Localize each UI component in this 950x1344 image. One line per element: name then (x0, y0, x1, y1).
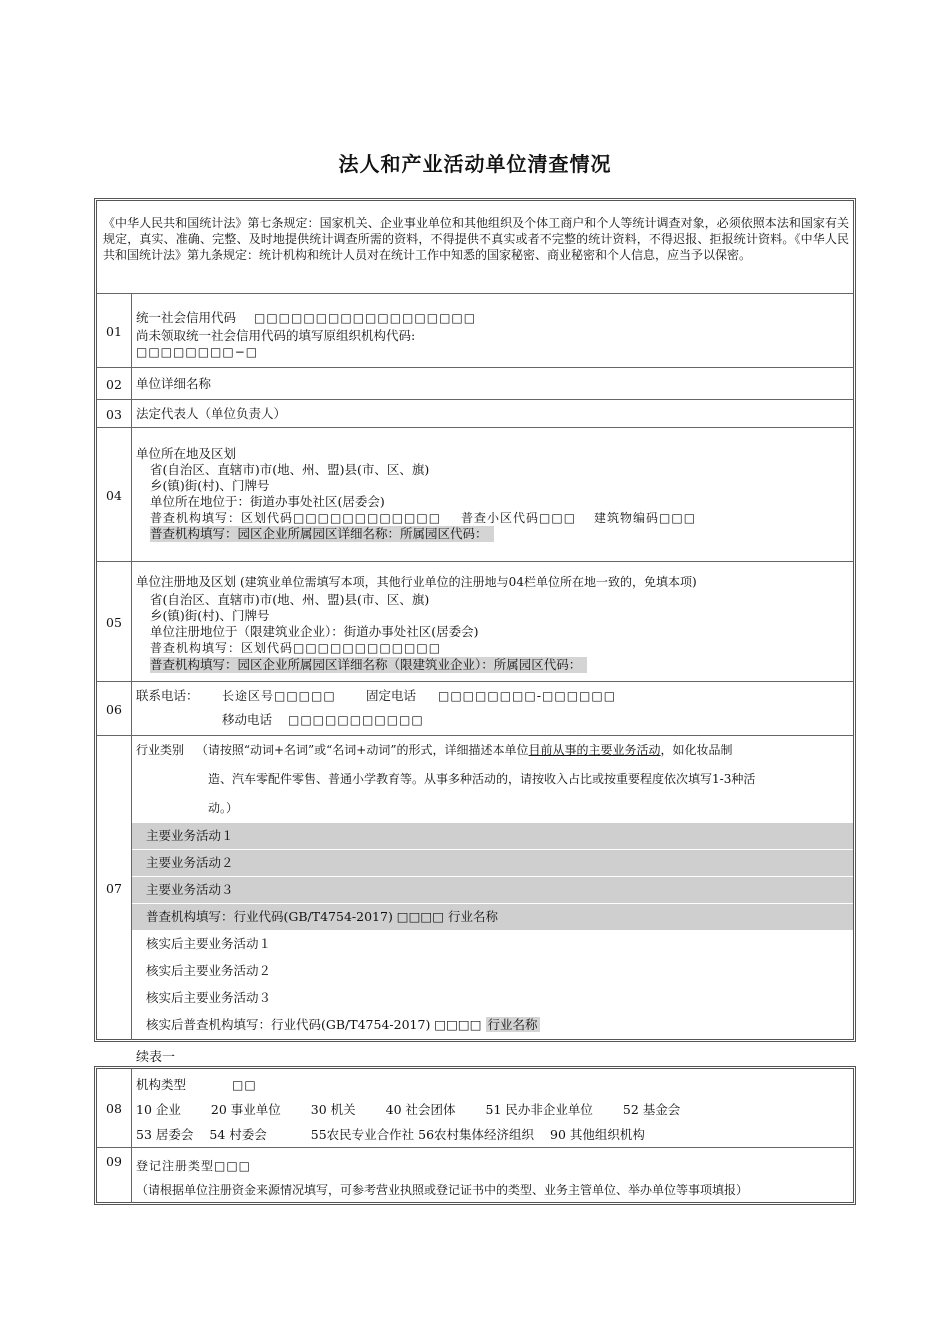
verified-activity-3[interactable]: 核实后主要业务活动３ (146, 990, 272, 1005)
intro-text: 《中华人民共和国统计法》第七条规定：国家机关、企业事业单位和其他组织及个体工商户和个人等统计调查对象，必须依照本法和国家有关规定，真实、准确、完整、及时地提供统计调查所需的资料，不得提供不真实或者不完整的统计资料，不得迟报、拒报统计资料。《中华人民共和国统计法》第九条规定：统计机构和统计人员对在统计工作中知悉的国家秘密、商业秘密和个人信息，应当予以保密。 (103, 216, 849, 262)
location-community[interactable]: 单位所在地位于：街道办事处社区(居委会) (150, 494, 385, 509)
census-form-table (94, 198, 856, 1042)
registration-community[interactable]: 单位注册地位于（限建筑业企业）：街道办事处社区(居委会) (150, 624, 479, 639)
row-03 (97, 399, 853, 428)
activity-1-band[interactable] (132, 823, 853, 849)
org-option: 56农村集体经济组织 (418, 1127, 535, 1142)
org-type-options-2 (136, 1127, 645, 1143)
activity-2-band[interactable] (132, 850, 853, 876)
census-district-code[interactable]: 普查小区代码□□□ (461, 511, 577, 525)
org-type-options-1 (136, 1102, 680, 1118)
registration-title: 单位注册地及区划 (136, 574, 237, 589)
row-number: 05 (97, 562, 132, 682)
row-04 (97, 427, 853, 562)
industry-note-line3: 动。） (208, 801, 239, 815)
org-option: 20 事业单位 (210, 1102, 281, 1117)
org-option: 40 社会团体 (385, 1102, 456, 1117)
row-07 (97, 735, 853, 1040)
org-option: 30 机关 (310, 1102, 356, 1117)
row-08 (97, 1069, 853, 1147)
row-number: 06 (97, 682, 132, 736)
area-code-field[interactable]: 长途区号□□□□□ (222, 689, 336, 703)
row-number: 01 (97, 294, 132, 368)
credit-code-boxes[interactable]: □□□□□□□□□□□□□□□□□□ (254, 311, 477, 325)
industry-code-line: 普查机构填写：行业代码(GB/T4754-2017) □□□□ 行业名称 (146, 909, 499, 924)
verified-industry-name[interactable]: 行业名称 (487, 1017, 538, 1032)
row-number: 04 (97, 428, 132, 562)
registration-note: (建筑业单位需填写本项，其他行业单位的注册地与04栏单位所在地一致的，免填本项) (240, 575, 697, 589)
row-09 (97, 1147, 853, 1203)
activity-1-label: 主要业务活动１ (146, 828, 234, 843)
registration-street[interactable]: 乡(镇)街(村)、门牌号 (150, 608, 270, 623)
verified-activity-2[interactable]: 核实后主要业务活动２ (146, 963, 272, 978)
registration-park-info[interactable]: 普查机构填写：园区企业所属园区详细名称（限建筑业企业）：所属园区代码： (150, 657, 587, 673)
industry-note-line2: 造、汽车零配件零售、普通小学教育等。从事多种活动的，请按收入占比或按重要程度依次填写1-3种活 (208, 772, 756, 786)
row-number: 07 (97, 736, 132, 1040)
continued-label: 续表一 (136, 1050, 176, 1065)
row-number: 08 (97, 1069, 132, 1147)
org-code-label: 尚未领取统一社会信用代码的填写原组织机构代码: (136, 328, 416, 343)
registration-province[interactable]: 省(自治区、直辖市)市(地、州、盟)县(市、区、旗) (150, 592, 430, 607)
unit-name-label: 单位详细名称 (136, 376, 212, 391)
verified-industry-code[interactable]: 核实后普查机构填写：行业代码(GB/T4754-2017) □□□□ (146, 1017, 486, 1032)
row-01 (97, 293, 853, 368)
row-number: 03 (97, 400, 132, 428)
page-title: 法人和产业活动单位清查情况 (338, 152, 612, 176)
fixed-phone-boxes[interactable]: □□□□□□□□-□□□□□□ (438, 689, 617, 703)
org-option: 10 企业 (136, 1102, 181, 1117)
location-park-info[interactable]: 普查机构填写：园区企业所属园区详细名称：所属园区代码： (150, 526, 494, 542)
building-code[interactable]: 建筑物编码□□□ (594, 511, 697, 525)
industry-code-band[interactable] (132, 904, 853, 930)
activity-2-label: 主要业务活动２ (146, 855, 234, 870)
location-title: 单位所在地及区划 (136, 446, 237, 461)
phone-label: 联系电话： (136, 688, 199, 703)
mobile-phone-boxes[interactable]: □□□□□□□□□□□ (288, 713, 424, 727)
registration-type-label[interactable]: 登记注册类型□□□ (136, 1159, 252, 1173)
row-05 (97, 561, 853, 682)
industry-note-end: ，如化妆品制 (660, 743, 733, 757)
industry-label: 行业类别 (136, 743, 185, 757)
location-street[interactable]: 乡(镇)街(村)、门牌号 (150, 478, 270, 493)
registration-type-note: （请根据单位注册资金来源情况填写，可参考营业执照或登记证书中的类型、业务主管单位、举办单位等事项填报） (136, 1183, 749, 1197)
continued-table (94, 1066, 856, 1205)
industry-note-underlined: 目前从事的主要业务活动 (528, 743, 661, 757)
verified-activity-1[interactable]: 核实后主要业务活动１ (146, 936, 272, 951)
row-06 (97, 681, 853, 736)
legal-rep-label: 法定代表人（单位负责人） (136, 406, 287, 421)
row-number: 02 (97, 368, 132, 400)
credit-code-label: 统一社会信用代码 (136, 310, 237, 325)
mobile-phone-label: 移动电话 (222, 712, 273, 727)
org-option: 52 基金会 (622, 1102, 681, 1117)
activity-3-label: 主要业务活动３ (146, 882, 234, 897)
org-option: 53 居委会 (136, 1127, 194, 1142)
activity-3-band[interactable] (132, 877, 853, 903)
fixed-phone-label: 固定电话 (366, 688, 417, 703)
intro-row (97, 201, 853, 293)
row-02 (97, 367, 853, 400)
org-code-boxes[interactable]: □□□□□□□□−□ (136, 345, 259, 359)
org-option: 51 民办非企业单位 (485, 1102, 593, 1117)
industry-note: （请按照“动词+名词”或“名词+动词”的形式，详细描述本单位 (195, 743, 529, 757)
org-option: 54 村委会 (209, 1127, 267, 1142)
org-type-boxes[interactable]: □□ (232, 1078, 257, 1092)
org-type-label: 机构类型 (136, 1077, 187, 1092)
location-area-code[interactable]: 普查机构填写：区划代码□□□□□□□□□□□□ (150, 511, 442, 525)
registration-area-code[interactable]: 普查机构填写：区划代码□□□□□□□□□□□□ (150, 641, 442, 655)
row-number: 09 (97, 1148, 132, 1203)
location-province[interactable]: 省(自治区、直辖市)市(地、州、盟)县(市、区、旗) (150, 462, 430, 477)
org-option: 55农民专业合作社 (310, 1127, 415, 1142)
org-option: 90 其他组织机构 (550, 1127, 645, 1142)
